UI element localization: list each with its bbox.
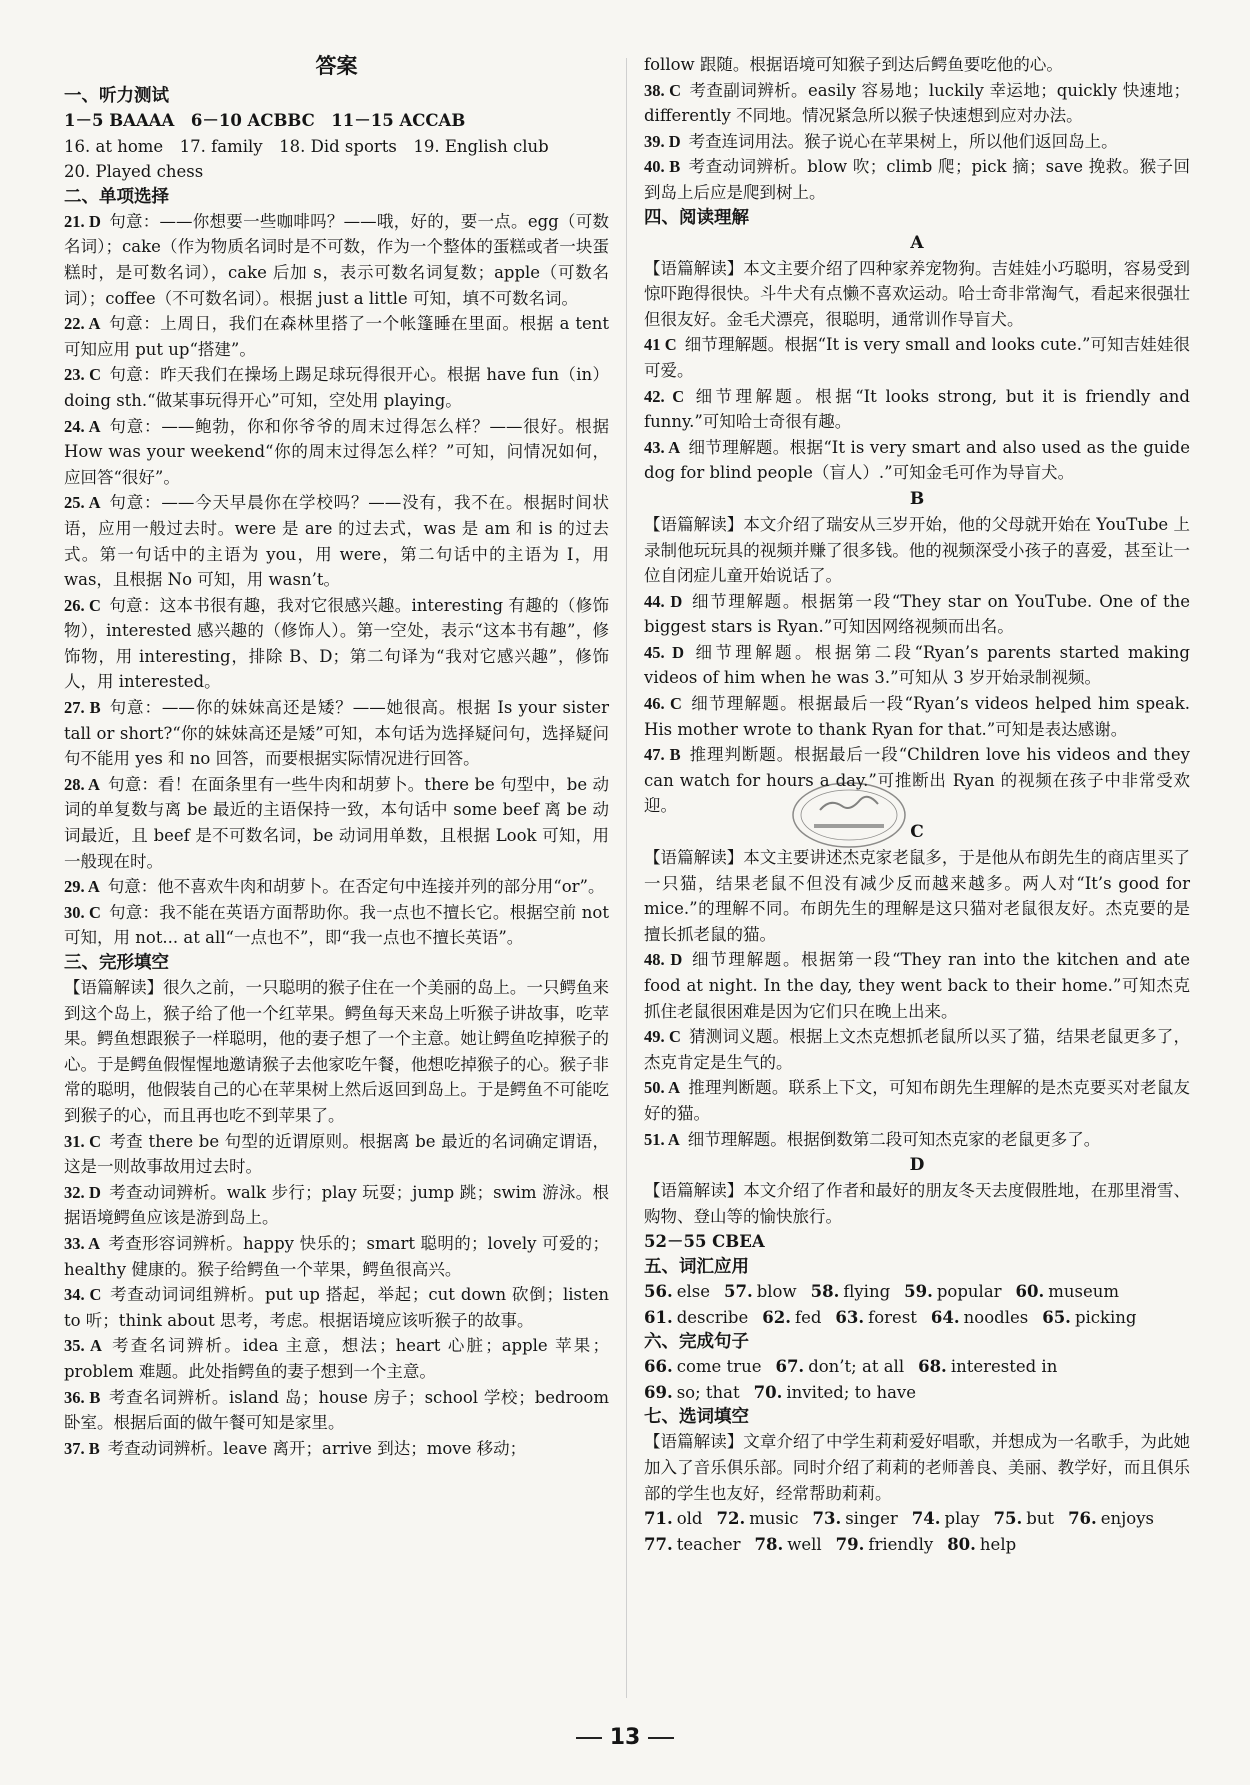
answer-item [64,362,609,413]
entry-answer: teacher [676,1534,741,1554]
answer-item [644,154,1190,205]
entry-answer: popular [936,1281,1002,1301]
answer-explanation: 细节理解题。根据最后一段“Ryan’s videos helped him speak. His mother wrote to thank Ryan for that.”可知是表达感谢。 [644,694,1191,739]
answer-item [64,1180,609,1231]
answer-explanation: 考查名词辨析。island 岛；house 房子；school 学校；bedroom 卧室。根据后面的做午餐可知是家里。 [64,1387,609,1433]
answer-item [64,1282,609,1333]
answer-item [644,589,1190,640]
answer-item [644,435,1190,486]
passage-c-label: C [910,822,924,843]
answer-item [644,1024,1190,1075]
answer-item [64,1231,609,1282]
answer-number: 36. B [64,1387,101,1407]
answer-explanation: 考查动词辨析。leave 离开；arrive 到达；move 移动； [107,1438,527,1458]
answer-item [644,384,1190,435]
answer-number: 39. D [644,131,681,151]
complete-answers-row-1 [644,1354,1190,1380]
entry-number: 63. [835,1307,865,1327]
entry-answer: invited; to have [786,1382,916,1402]
answer-entry [762,1308,821,1327]
entry-answer: don’t; at all [808,1357,905,1377]
vocab-answers-row-1 [644,1279,1190,1305]
answer-number: 37. B [64,1438,100,1458]
answer-explanation: 句意：——你的妹妹高还是矮？——她很高。根据 Is your sister tall or short?“你的妹妹高还是矮”可知，本句话为选择疑问句，选择疑问句不能用 yes 和 no 回答，而要根据实际情况进行回答。 [64,698,609,769]
answer-explanation: 推理判断题。根据最后一段“Children love his videos and they can watch for hours a day.”可推断出 Ryan 的视频在孩子中非常受欢迎。 [644,745,1190,816]
answer-item [644,742,1190,819]
answer-entry [918,1357,1057,1376]
column-divider [626,58,627,1698]
answer-explanation: 句意：看！在面条里有一些牛肉和胡萝卜。there be 句型中，be 动词的单复数与离 be 最近的主语保持一致，本句话中 some beef 离 be 动词最近，且 beef 是不可数名词，be 动词用单数，且根据 Look 可知，用一般现在时。 [64,774,609,871]
stamp-logo [790,780,908,850]
entry-answer: music [749,1509,799,1529]
entry-number: 74. [911,1509,941,1529]
answer-item [64,1385,609,1436]
entry-number: 80. [947,1534,976,1554]
entry-answer: describe [676,1307,749,1327]
answer-explanation: 考查连词用法。猴子说心在苹果树上，所以他们返回岛上。 [688,131,1118,151]
answer-item [64,414,609,491]
answer-entry [811,1282,891,1301]
entry-number: 59. [904,1281,933,1301]
answer-explanation: 细节理解题。根据“It looks strong, but it is friendly and funny.”可知哈士奇很有趣。 [644,386,1190,432]
answer-explanation: 句意：这本书很有趣，我对它很感兴趣。interesting 有趣的（修饰物），interested 感兴趣的（修饰人）。第一空处，表示“这本书有趣”，修饰物，用 interesting，排除 B、D；第二句译为“我对它感兴趣”，修饰人，用 interested。 [64,595,610,692]
answer-entry [835,1308,917,1327]
answer-item [64,1333,609,1384]
entry-number: 61. [644,1307,673,1327]
answer-explanation: 细节理解题。根据第二段“Ryan’s parents started making videos of him when he was 3.”可知从 3 岁开始录制视频。 [644,642,1190,688]
answer-number: 32. D [64,1182,101,1202]
answer-entry [1016,1282,1120,1301]
answer-explanation: 考查名词辨析。idea 主意，想法；heart 心脏；apple 苹果；problem 难题。此处指鳄鱼的妻子想到一个主意。 [64,1336,609,1381]
entry-number: 57. [724,1281,753,1301]
fill-passage-summary: 【语篇解读】文章介绍了中学生莉莉爱好唱歌，并想成为一名歌手，为此她加入了音乐俱乐部。同时介绍了莉莉的老师善良、美丽、教学好，而且俱乐部的学生也友好，经常帮助莉莉。 [644,1432,1190,1503]
answer-entry [754,1535,821,1554]
passage-b-label: B [909,488,925,509]
answer-number: 21. D [64,211,101,231]
entry-answer: play [944,1509,980,1529]
entry-answer: help [979,1534,1017,1554]
single-choice-list [64,209,609,951]
entry-number: 67. [775,1357,805,1377]
answer-number: 46. C [644,694,682,714]
answer-item [64,1436,609,1462]
entry-answer: so; that [676,1382,740,1402]
passage-d-answers: 52－55 CBEA [644,1232,765,1252]
page-title: 答案 [315,54,358,78]
answer-number: 29. A [64,877,100,897]
answer-explanation: 句意：他不喜欢牛肉和胡萝卜。在否定句中连接并列的部分用“or”。 [107,877,605,897]
answer-number: 30. C [64,902,101,922]
entry-number: 66. [644,1357,673,1377]
cloze-passage-summary: 【语篇解读】很久之前，一只聪明的猴子住在一个美丽的岛上。一只鳄鱼来到这个岛上，猴子给了他一个红苹果。鳄鱼每天来岛上听猴子讲故事，吃苹果。鳄鱼想跟猴子一样聪明，他的妻子想了一个主意。她让鳄鱼吃掉猴子的心。于是鳄鱼假惺惺地邀请猴子去他家吃午餐，他想吃掉猴子的心。猴子非常的聪明，他假装自己的心在苹果树上然后返回到岛上。于是鳄鱼不可能吃到猴子的心，而且再也吃不到苹果了。 [64,978,609,1125]
answer-entry [644,1535,740,1554]
fill-answers-row-2 [644,1532,1190,1558]
entry-number: 75. [993,1509,1023,1529]
answer-entry [644,1383,740,1402]
answer-explanation: 推理判断题。联系上下文，可知布朗先生理解的是杰克要买对老鼠友好的猫。 [644,1078,1191,1123]
answer-entry [994,1509,1055,1528]
answer-item [64,311,609,362]
answer-entry [836,1535,934,1554]
answer-item [64,695,609,772]
answer-number: 44. D [644,591,683,611]
right-column [644,52,1190,1557]
answer-explanation: 句意：——今天早晨你在学校吗？——没有，我不在。根据时间状语，应用一般过去时。were 是 are 的过去式，was 是 am 和 is 的过去式。第一句话中的主语为 you，用 were，第二句话中的主语为 I，用 was，且根据 No 可知，用 wasn’t。 [64,493,610,590]
entry-number: 68. [918,1357,947,1377]
passage-c-summary: 【语篇解读】本文主要讲述杰克家老鼠多，于是他从布朗先生的商店里买了一只猫，结果老鼠不但没有减少反而越来越多。两人对“It’s good for mice.”的理解不同。布朗先生的理解是这只猫对老鼠很友好。杰克要的是擅长抓老鼠的猫。 [644,848,1190,944]
passage-a-answers [644,332,1190,486]
entry-answer: singer [845,1509,898,1529]
answer-entry [724,1282,797,1301]
answer-explanation: 考查动词辨析。walk 步行；play 玩耍；jump 跳；swim 游泳。根据语境鳄鱼应该是游到岛上。 [64,1182,609,1228]
answer-entry [644,1357,761,1376]
answer-number: 51. A [644,1129,680,1149]
answer-item [64,1129,609,1180]
entry-answer: interested in [950,1357,1058,1377]
section-cloze-heading: 三、完形填空 [64,953,169,973]
passage-b-answers [644,589,1190,819]
answer-entry [1042,1308,1136,1327]
passage-b-summary: 【语篇解读】本文介绍了瑞安从三岁开始，他的父母就开始在 YouTube 上录制他玩玩具的视频并赚了很多钱。他的视频深受小孩子的喜爱，甚至让一位自闭症儿童开始说话了。 [644,514,1190,586]
entry-answer: friendly [868,1534,934,1554]
entry-number: 65. [1042,1307,1071,1327]
entry-number: 60. [1015,1281,1045,1301]
entry-answer: old [676,1509,703,1529]
passage-a-label: A [910,232,924,253]
entry-number: 77. [644,1534,673,1554]
cloze-answer-list [64,1129,609,1462]
answer-explanation: 句意：我不能在英语方面帮助你。我一点也不擅长它。根据空前 not 可知，用 not... at all“一点也不”，即“我一点也不擅长英语”。 [64,902,609,948]
section-single-choice-heading: 二、单项选择 [64,186,169,207]
answer-explanation: 细节理解题。根据“It is very small and looks cute.”可知吉娃娃很可爱。 [644,335,1190,380]
answer-explanation: 考查 there be 句型的近谓原则。根据离 be 最近的名词确定谓语，这是一则故事故用过去时。 [64,1131,609,1177]
answer-number: 50. A [644,1078,680,1098]
entry-number: 79. [835,1534,865,1554]
entry-number: 62. [762,1307,791,1327]
entry-number: 78. [754,1534,784,1554]
answer-explanation: follow 跟随。根据语境可知猴子到达后鳄鱼要吃他的心。 [644,55,1063,74]
passage-a-summary: 【语篇解读】本文主要介绍了四种家养宠物狗。吉娃娃小巧聪明，容易受到惊吓跑得很快。斗牛犬有点懒不喜欢运动。哈士奇非常淘气，看起来很强壮但很友好。金毛犬漂亮，很聪明，通常训作导盲犬。 [644,258,1190,329]
section-reading-heading: 四、阅读理解 [644,207,749,228]
left-column [64,52,609,1461]
answer-item [64,772,609,874]
answer-number: 25. A [64,493,101,513]
entry-number: 73. [812,1509,842,1529]
section-listening-heading: 一、听力测试 [64,86,169,106]
answer-number: 45. D [644,642,685,662]
answer-item [64,874,609,900]
entry-number: 69. [644,1382,673,1402]
answer-explanation: 细节理解题。根据倒数第二段可知杰克家的老鼠更多了。 [687,1129,1101,1149]
entry-number: 71. [644,1509,673,1529]
dash-left [576,1737,602,1739]
passage-c-answers [644,947,1190,1152]
answer-explanation: 细节理解题。根据第一段“They star on YouTube. One of the biggest stars is Ryan.”可知因网络视频而出名。 [644,591,1190,637]
entry-number: 64. [930,1307,960,1327]
answer-item [64,209,609,311]
answer-explanation: 考查副词辨析。easily 容易地；luckily 幸运地；quickly 快速地；differently 不同地。情况紧急所以猴子快速想到应对办法。 [644,80,1190,126]
section-vocab-heading: 五、词汇应用 [644,1256,749,1277]
answer-entry [904,1282,1001,1301]
answer-entry [812,1509,897,1528]
section-fill-heading: 七、选词填空 [644,1407,749,1428]
answer-item [644,52,1190,78]
answer-explanation: 考查动词辨析。blow 吹；climb 爬；pick 摘；save 挽救。猴子回到岛上后应是爬到树上。 [644,157,1190,202]
answer-number: 26. C [64,595,101,615]
answer-explanation: 句意：昨天我们在操场上踢足球玩得很开心。根据 have fun（in）doing sth.“做某事玩得开心”可知，空处用 playing。 [64,365,609,410]
answer-item [644,332,1190,383]
answer-entry [644,1308,748,1327]
answer-number: 33. A [64,1233,101,1253]
vocab-answers-row-2 [644,1305,1190,1331]
answer-item [64,900,609,951]
answer-explanation: 考查动词词组辨析。put up 搭起，举起；cut down 砍倒；listen to 听；think about 思考，考虑。根据语境应该听猴子的故事。 [64,1285,609,1330]
answer-item [644,129,1190,155]
entry-answer: but [1026,1509,1055,1529]
answer-item [644,691,1190,742]
answer-number: 38. C [644,80,682,100]
section-complete-heading: 六、完成句子 [644,1332,749,1353]
page-number-text: 13 [609,1725,641,1750]
page-number [0,1725,1250,1750]
answer-entry [775,1357,904,1376]
entry-answer: picking [1074,1307,1137,1327]
answer-entry [947,1535,1016,1554]
answer-number: 31. C [64,1131,101,1151]
answer-item [64,490,609,592]
cloze-answer-list-continued [644,52,1190,206]
entry-number: 58. [810,1281,840,1301]
entry-answer: forest [868,1307,917,1327]
listening-line-3: 20. Played chess [64,162,204,182]
passage-d-label: D [909,1155,925,1176]
complete-answers-row-2 [644,1380,1190,1406]
answer-number: 47. B [644,745,681,765]
entry-number: 76. [1068,1509,1097,1529]
answer-explanation: 猜测词义题。根据上文杰克想抓老鼠所以买了猫，结果老鼠更多了，杰克肯定是生气的。 [644,1027,1190,1072]
answer-number: 49. C [644,1027,681,1047]
answer-item [644,78,1190,129]
entry-number: 56. [644,1281,673,1301]
entry-answer: blow [756,1281,797,1301]
answer-entry [931,1308,1028,1327]
answer-explanation: 细节理解题。根据“It is very smart and also used as the guide dog for blind people（盲人）.”可知金毛可作为导盲犬。 [644,437,1190,483]
listening-line-1: 1－5 BAAAA 6－10 ACBBC 11－15 ACCAB [64,111,466,130]
answer-item [644,640,1190,691]
answer-number: 23. C [64,365,102,385]
answer-number: 48. D [644,950,683,970]
entry-answer: else [676,1281,710,1301]
entry-answer: museum [1048,1281,1120,1301]
answer-entry [754,1383,916,1402]
entry-number: 70. [753,1382,783,1402]
entry-answer: noodles [963,1307,1029,1327]
answer-number: 43. A [644,437,681,457]
entry-answer: well [787,1534,822,1554]
entry-number: 72. [716,1509,746,1529]
entry-answer: come true [676,1357,762,1377]
answer-explanation: 句意：——你想要一些咖啡吗？——哦，好的，要一点。egg（可数名词）；cake（作为物质名词时是不可数，作为一个整体的蛋糕或者一块蛋糕时，是可数名词），cake 后加 s，表示可数名词复数；apple（可数名词）；coffee（不可数名词）。根据 just a little 可知，填不可数名词。 [64,211,609,308]
answer-explanation: 考查形容词辨析。happy 快乐的；smart 聪明的；lovely 可爱的；healthy 健康的。猴子给鳄鱼一个苹果，鳄鱼很高兴。 [64,1233,609,1279]
answer-entry [644,1509,703,1528]
answer-number: 41 C [644,335,677,355]
listening-line-2: 16. at home 17. family 18. Did sports 19. English club [64,136,549,156]
answer-entry [1068,1509,1154,1528]
answer-entry [644,1282,710,1301]
answer-explanation: 句意：上周日，我们在森林里搭了一个帐篷睡在里面。根据 a tent 可知应用 put up“搭建”。 [64,314,609,359]
answer-item [644,1127,1190,1153]
answer-number: 35. A [64,1336,102,1356]
entry-answer: enjoys [1100,1509,1155,1529]
answer-number: 28. A [64,774,100,794]
passage-d-summary: 【语篇解读】本文介绍了作者和最好的朋友冬天去度假胜地，在那里滑雪、购物、登山等的愉快旅行。 [644,1181,1190,1226]
answer-number: 40. B [644,157,681,177]
dash-right [648,1737,674,1739]
answer-item [644,1075,1190,1126]
answer-item [64,593,609,695]
answer-number: 24. A [64,416,101,436]
answer-number: 34. C [64,1285,102,1305]
fill-answers-row-1 [644,1506,1190,1532]
answer-item [644,947,1190,1024]
answer-entry [717,1509,799,1528]
entry-answer: fed [794,1307,822,1327]
answer-number: 22. A [64,314,101,334]
answer-entry [912,1509,980,1528]
answer-explanation: 句意：——鲍勃，你和你爷爷的周末过得怎么样？——很好。根据 How was your weekend“你的周末过得怎么样？”可知，问情况如何，应回答“很好”。 [64,416,610,487]
answer-number: 42. C [644,386,685,406]
answer-number: 27. B [64,698,101,718]
entry-answer: flying [843,1281,891,1301]
answer-explanation: 细节理解题。根据第一段“They ran into the kitchen and ate food at night. In the day, they went back to their home.”可知杰克抓住老鼠很困难是因为它们只在晚上出来。 [644,950,1191,1021]
